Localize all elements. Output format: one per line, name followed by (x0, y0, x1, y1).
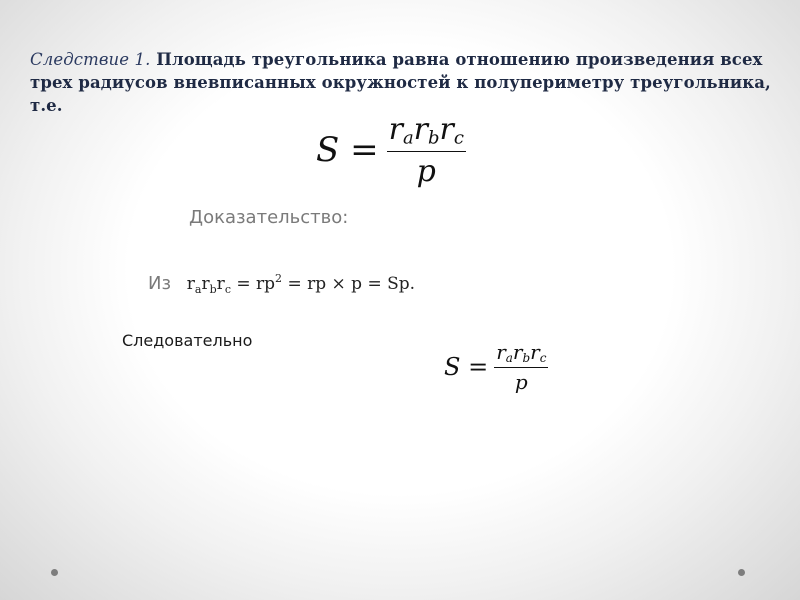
corollary-text: Площадь треугольника равна отношению произведения всех трех радиусов вневписанных окружностей к полупериметру треугольника, т.е. (30, 50, 771, 115)
formula-numerator: $r_ar_br_c$ (494, 340, 548, 368)
proof-title: Доказательство: (189, 207, 349, 228)
proof-expression: $r_ar_br_c = rp^2$ = rp × p = Sp. (186, 272, 416, 296)
bullet-dot-icon (738, 569, 745, 576)
formula-fraction (494, 340, 548, 394)
proof-prefix: Из (148, 273, 172, 294)
corollary-label: Следствие 1. (30, 50, 151, 69)
proof-line (148, 272, 415, 296)
formula-fraction (387, 112, 466, 189)
bullet-dot-icon (51, 569, 58, 576)
formula-numerator: $r_ar_br_c$ (387, 112, 466, 152)
area-formula-conclusion (444, 340, 548, 394)
conclusion-label: Следовательно (122, 331, 253, 350)
area-formula-main (316, 112, 466, 189)
formula-lhs: S = (316, 130, 379, 171)
formula-lhs: S = (444, 353, 489, 381)
formula-denominator: p (514, 370, 528, 394)
formula-denominator: p (416, 153, 436, 189)
corollary-statement (30, 48, 780, 117)
